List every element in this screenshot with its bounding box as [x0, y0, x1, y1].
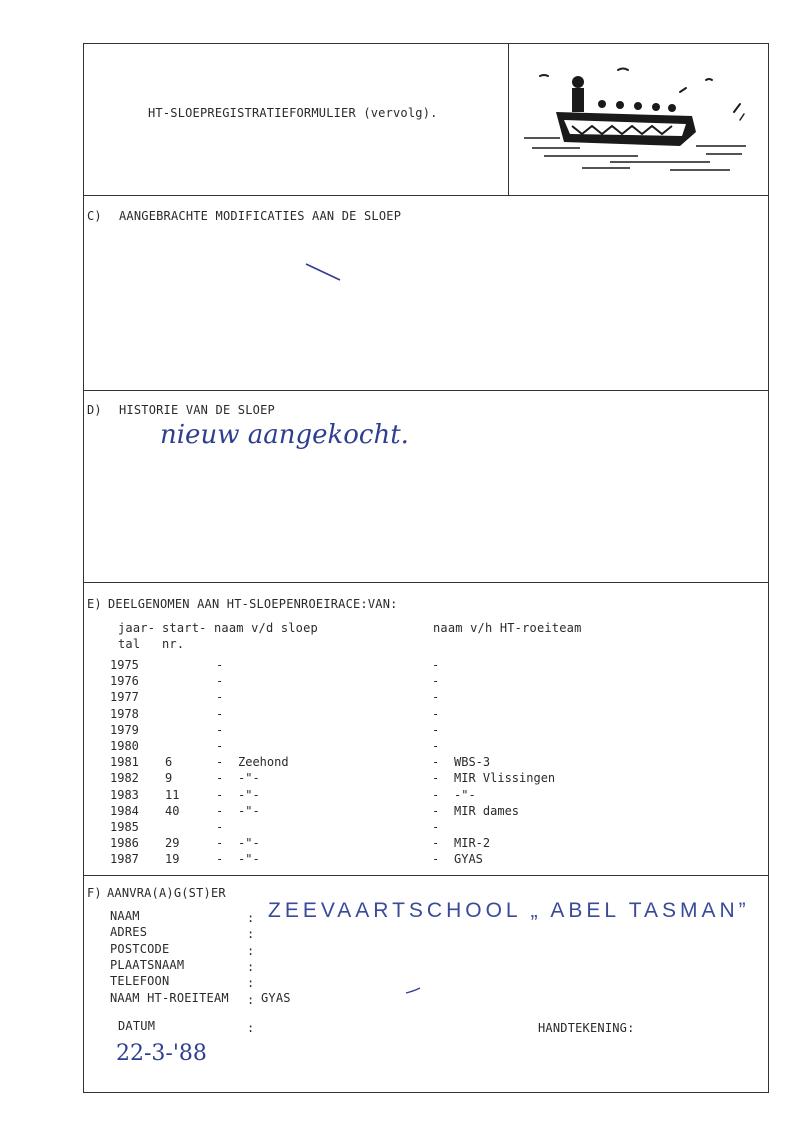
table-row	[110, 658, 610, 674]
field-colon: :	[247, 959, 255, 974]
col-header-boat: naam v/d sloep	[214, 621, 318, 635]
field-label: NAAM	[110, 909, 140, 923]
dash-cell: -	[432, 739, 440, 753]
dash-cell: -	[216, 658, 224, 672]
dash-cell: -	[432, 706, 440, 721]
boat-name-cell: -"-	[238, 787, 260, 802]
dash-cell: -	[432, 771, 440, 786]
section-f-title: AANVRA(A)G(ST)ER	[107, 886, 226, 900]
form-frame	[83, 43, 769, 1093]
year-cell: 1982	[110, 771, 139, 786]
table-row	[110, 820, 610, 836]
dash-cell: -	[216, 771, 224, 786]
table-row	[110, 771, 610, 787]
rowing-boat-illustration-icon	[520, 62, 752, 182]
section-c-title: AANGEBRACHTE MODIFICATIES AAN DE SLOEP	[119, 209, 402, 223]
start-number-cell: 6	[165, 755, 173, 770]
col-header-year-1: jaar-	[118, 621, 156, 635]
team-name-cell: -"-	[454, 787, 476, 802]
start-number-cell: 29	[165, 836, 180, 851]
table-row	[110, 674, 610, 690]
table-row	[110, 804, 610, 820]
table-row	[110, 723, 610, 739]
dash-cell: -	[216, 674, 224, 689]
dash-cell: -	[216, 787, 224, 802]
field-colon: :	[247, 976, 255, 991]
team-name-cell: MIR-2	[454, 836, 491, 851]
boat-name-cell: Zeehond	[238, 755, 289, 770]
dash-cell: -	[432, 852, 440, 867]
year-cell: 1985	[110, 820, 139, 834]
table-row	[110, 690, 610, 706]
dash-cell: -	[216, 852, 224, 867]
dash-cell: -	[216, 690, 224, 705]
field-label: ADRES	[110, 925, 148, 940]
field-label: POSTCODE	[110, 941, 170, 956]
section-d-divider	[84, 390, 768, 391]
field-label: NAAM HT-ROEITEAM	[110, 990, 229, 1005]
dash-cell: -	[432, 755, 440, 770]
team-name-cell: MIR Vlissingen	[454, 771, 556, 786]
table-row	[110, 852, 610, 868]
dash-cell: -	[432, 690, 440, 705]
dash-cell: -	[432, 787, 440, 802]
section-e-divider	[84, 582, 768, 583]
year-cell: 1987	[110, 852, 139, 867]
dash-cell: -	[432, 674, 440, 689]
dash-cell: -	[432, 820, 440, 834]
dash-cell: -	[216, 739, 224, 753]
date-label: DATUM	[118, 1019, 156, 1033]
year-cell: 1984	[110, 803, 139, 818]
section-c-divider	[84, 195, 768, 196]
header-divider	[508, 44, 509, 196]
dash-cell: -	[216, 722, 224, 737]
dash-cell: -	[432, 803, 440, 818]
pen-stroke-mark	[304, 262, 344, 284]
table-row	[110, 739, 610, 755]
history-handwritten-note: nieuw aangekocht.	[160, 420, 409, 450]
col-header-team: naam v/h HT-roeiteam	[433, 621, 582, 635]
date-colon: :	[247, 1021, 255, 1035]
team-name-cell: MIR dames	[454, 803, 520, 818]
dash-cell: -	[432, 722, 440, 737]
section-e-title: DEELGENOMEN AAN HT-SLOEPENROEIRACE:VAN:	[108, 597, 398, 611]
dash-cell: -	[216, 755, 224, 770]
field-colon: :	[247, 927, 255, 942]
section-d-title: HISTORIE VAN DE SLOEP	[119, 403, 275, 417]
section-c-label: C)	[87, 209, 102, 223]
dash-cell: -	[432, 658, 440, 672]
field-colon: :	[247, 943, 255, 958]
section-e-label: E)	[87, 597, 102, 611]
start-number-cell: 9	[165, 771, 173, 786]
form-title: HT-SLOEPREGISTRATIEFORMULIER (vervolg).	[148, 106, 438, 120]
section-f-divider	[84, 875, 768, 876]
year-cell: 1979	[110, 722, 139, 737]
pen-stroke-mark-2	[404, 986, 424, 996]
year-cell: 1986	[110, 836, 139, 851]
year-cell: 1981	[110, 755, 139, 770]
section-d-label: D)	[87, 403, 102, 417]
dash-cell: -	[216, 706, 224, 721]
team-name-cell: GYAS	[454, 852, 483, 867]
start-number-cell: 19	[165, 852, 180, 867]
section-f-label: F)	[87, 886, 102, 900]
dash-cell: -	[216, 803, 224, 818]
col-header-start-1: start-	[162, 621, 207, 635]
signature-label: HANDTEKENING:	[538, 1021, 635, 1035]
year-cell: 1980	[110, 739, 139, 753]
boat-name-cell: -"-	[238, 852, 260, 867]
table-row	[110, 788, 610, 804]
col-header-start-2: nr.	[162, 637, 185, 651]
dash-cell: -	[216, 836, 224, 851]
start-number-cell: 40	[165, 803, 180, 818]
field-label: TELEFOON	[110, 974, 170, 989]
start-number-cell: 11	[165, 787, 180, 802]
boat-name-cell: -"-	[238, 836, 260, 851]
year-cell: 1975	[110, 658, 139, 672]
field-value: GYAS	[261, 990, 291, 1005]
boat-name-cell: -"-	[238, 803, 260, 818]
boat-name-cell: -"-	[238, 771, 260, 786]
dash-cell: -	[432, 836, 440, 851]
field-colon: :	[247, 992, 255, 1007]
applicant-name-handwritten: ZEEVAARTSCHOOL „ ABEL TASMAN”	[268, 899, 750, 922]
field-label: PLAATSNAAM	[110, 957, 185, 972]
year-cell: 1978	[110, 706, 139, 721]
table-row	[110, 707, 610, 723]
year-cell: 1977	[110, 690, 139, 705]
year-cell: 1976	[110, 674, 139, 689]
dash-cell: -	[216, 820, 224, 834]
team-name-cell: WBS-3	[454, 755, 491, 770]
col-header-year-2: tal	[118, 637, 141, 651]
table-row	[110, 836, 610, 852]
table-row	[110, 755, 610, 771]
year-cell: 1983	[110, 787, 139, 802]
field-colon: :	[247, 911, 255, 925]
date-handwritten: 22-3-'88	[116, 1041, 207, 1066]
